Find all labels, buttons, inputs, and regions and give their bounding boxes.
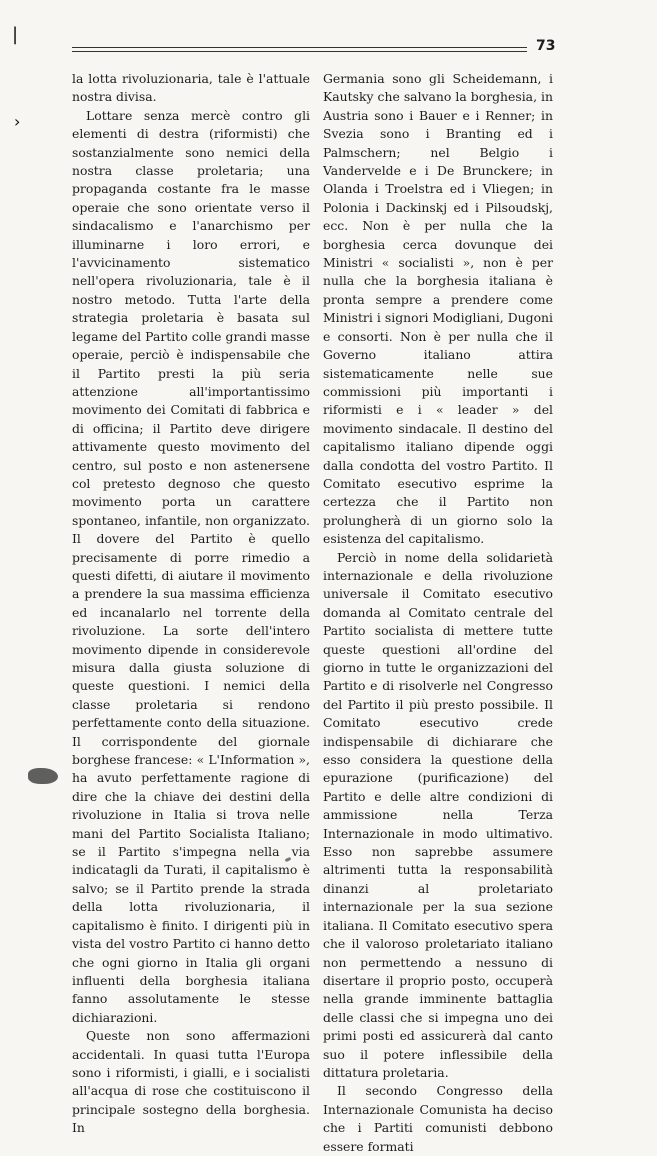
paragraph: la lotta rivoluzionaria, tale è l'attuale nostra divisa. [72, 71, 310, 105]
header-rule [72, 47, 527, 52]
left-text-column [72, 70, 310, 1138]
paragraph: Perciò in nome della solidarietà internazionale e della rivoluzione universale il Comitato esecutivo domanda al Comitato centrale del Partito socialista di mettere tutte queste questioni all'ordine del giorno in tutte le organizzazioni del Partito e di risolverle nel Congresso del Partito il più presto possibile. Il Comitato esecutivo crede indispensabile di dichiarare che esso considera la questione della epurazione (purificazione) del Partito e delle altre condizioni di ammissione nella Terza Internazionale in modo ultimativo. Esso non saprebbe assumere altrimenti tutta la responsabilità dinanzi al proletariato internazionale per la sua sezione italiana. Il Comitato esecutivo spera che il valoroso proletariato italiano non permettendo a nessuno di disertare il proprio posto, occuperà nella grande imminente battaglia delle classi che si impegna uno dei primi posti ed assicurerà dal canto suo il potere inflessibile della dittatura proletaria. [323, 549, 553, 1080]
paragraph: Il secondo Congresso della Internazionale Comunista ha deciso che i Partiti comunisti debbono essere formati [323, 1083, 553, 1154]
paragraph: Lottare senza mercè contro gli elementi di destra (riformisti) che sostanzialmente sono nemici della nostra classe proletaria; una propaganda costante fra le masse operaie che sono orientate verso il sindacalismo e l'anarchismo per illuminarne i loro errori, e l'avvicinamento sistematico nell'opera rivoluzionaria, tale è il nostro metodo. Tutta l'arte della strategia proletaria è basata sul legame del Partito colle grandi masse operaie, perciò è indispensabile che il Partito presti la più seria attenzione all'importantissimo movimento dei Comitati di fabbrica e di officina; il Partito deve dirigere attivamente questo movimento del centro, sul posto e non astenersene col pretesto degnoso che questo movimento porta un carattere spontaneo, infantile, non organizzato. Il dovere del Partito è quello precisamente di porre rimedio a questi difetti, di aiutare il movimento a prendere la sua massima efficienza ed incanalarlo nel torrente della rivoluzione. La sorte dell'intero movimento dipende in considerevole misura dalla giusta soluzione di queste questioni. I nemici della classe proletaria si rendono perfettamente conto della situazione. Il corrispondente del giornale borghese francese: « L'Information », ha avuto perfettamente ragione di dire che la chiave dei destini della rivoluzione in Italia si trova nelle mani del Partito Socialista Italiano; se il Partito s'impegna nella via indicatagli da Turati, il capitalismo è salvo; se il Partito prende la strada della lotta rivoluzionaria, il capitalismo è finito. I dirigenti più in vista del vostro Partito ci hanno detto che ogni giorno in Italia gli organi influenti della borghesia italiana fanno assolutamente le stesse dichiarazioni. [72, 107, 310, 1025]
margin-mark-arrow: › [14, 112, 21, 131]
right-text-column [323, 70, 553, 1156]
paragraph: Germania sono gli Scheidemann, i Kautsky che salvano la borghesia, in Austria sono i Bauer e i Renner; in Svezia sono i Branting ed i Palmschern; nel Belgio i Vandervelde e i De Brunckere; in Olanda i Troelstra ed i Vliegen; in Polonia i Dackinskj ed i Pilsoudskj, ecc. Non è per nulla che la borghesia cerca dovunque dei Ministri « socialisti », non è per nulla che la borghesia italiana è pronta sempre a prendere come Ministri i signori Modigliani, Dugoni e consorti. Non è per nulla che il Governo italiano attira sistematicamente nelle sue commissioni più importanti i riformisti e i « leader » del movimento sindacale. Il destino del capitalismo italiano dipende oggi dalla condotta del vostro Partito. Il Comitato esecutivo esprime la certezza che il Partito non prolungherà di un giorno solo la esistenza del capitalismo. [323, 71, 553, 547]
page-number: 73 [536, 38, 556, 54]
margin-mark-top: | [12, 24, 19, 45]
paragraph: Queste non sono affermazioni accidentali. In quasi tutta l'Europa sono i riformisti, i gialli, e i socialisti all'acqua di rose che costituiscono il principale sostegno della borghesia. In [72, 1028, 310, 1136]
ink-smudge [28, 768, 58, 784]
